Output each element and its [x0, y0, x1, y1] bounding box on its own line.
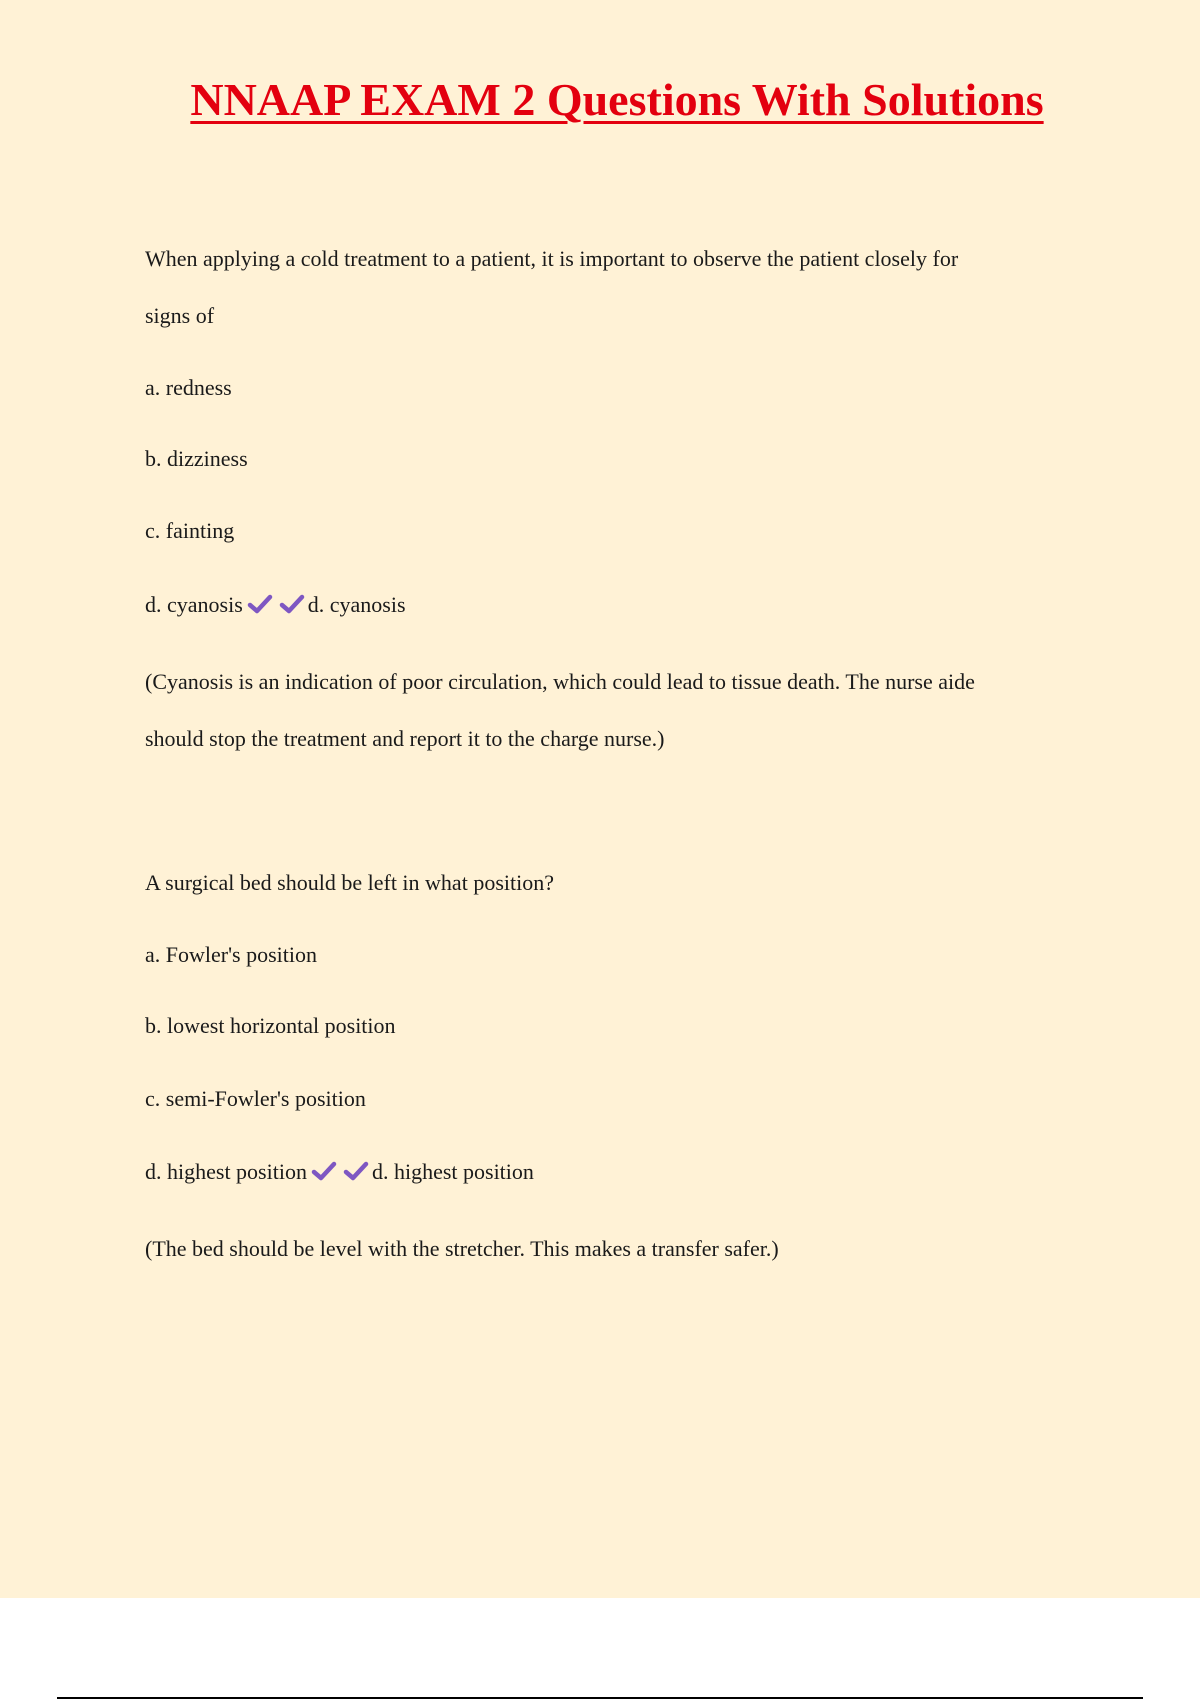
question-1-option-c: c. fainting	[145, 518, 235, 543]
document-title: NNAAP EXAM 2 Questions With Solutions	[190, 74, 1044, 125]
question-2-option-b: b. lowest horizontal position	[145, 1013, 396, 1038]
question-1-rationale-line-1: (Cyanosis is an indication of poor circulation, which could lead to tissue death. The nurse aide	[145, 669, 975, 694]
question-1-stem-line-2: signs of	[145, 303, 215, 328]
question-1-option-b: b. dizziness	[145, 446, 248, 471]
check-icon	[279, 593, 305, 615]
check-icon	[311, 1160, 337, 1182]
check-icon	[247, 593, 273, 615]
check-icon	[343, 1160, 369, 1182]
question-2-option-d: d. highest position	[145, 1159, 307, 1184]
question-1-option-d: d. cyanosis	[145, 592, 243, 617]
question-1-answer: d. cyanosis	[307, 592, 406, 617]
question-2-option-c: c. semi-Fowler's position	[145, 1086, 366, 1111]
question-1-stem-line-1: When applying a cold treatment to a patient, it is important to observe the patient closely for	[145, 246, 959, 271]
question-2-answer: d. highest position	[371, 1159, 534, 1184]
footer-divider	[57, 1697, 1143, 1699]
question-2-option-d-with-answer	[145, 1158, 1085, 1186]
question-2-stem: A surgical bed should be left in what position?	[145, 870, 554, 895]
question-1-option-a: a. redness	[145, 375, 232, 400]
question-2-rationale: (The bed should be level with the stretcher. This makes a transfer safer.)	[145, 1236, 779, 1261]
question-1-option-d-with-answer	[145, 591, 1085, 619]
question-2-option-a: a. Fowler's position	[145, 942, 318, 967]
question-1-rationale-line-2: should stop the treatment and report it to the charge nurse.)	[145, 726, 665, 751]
